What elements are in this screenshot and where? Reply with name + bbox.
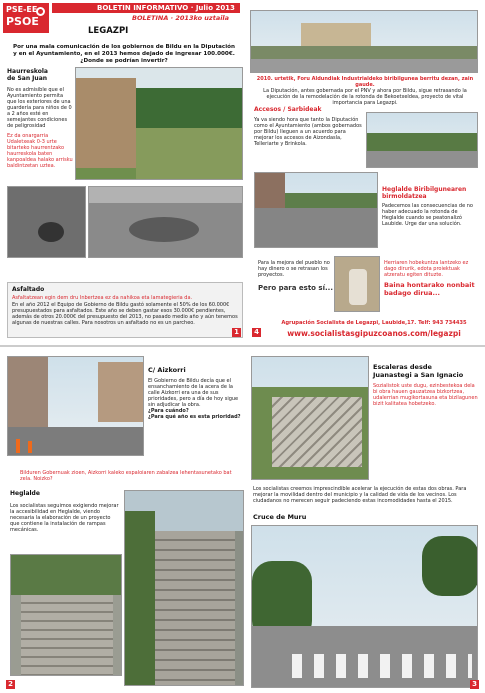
header-basque: BOLETINA · 2013ko uztaila — [132, 14, 230, 22]
footer-address: Agrupación Socialista de Legazpi, Laubide,17. Telf: 943 734435 — [281, 320, 467, 326]
asfaltado-text-es: En el año 2012 el Equipo de Gobierno de Bildu gastó solamente el 50% de los 60.000€ presupuestados para asfaltados. Este año se deben gastar esos 30.000€ pendientes, además de otros 20.000€ del presupuesto del 2013, no pasado medio año y aún tenemos algunas de nuestras calles. Para nosotros un asfaltado no es un parcheo. — [12, 302, 238, 326]
top-spread — [0, 0, 485, 345]
intro-line-2: y en el Ayuntamiento, en el 2013 hemos dejado de ingresar 100.000€. — [13, 51, 235, 57]
rose-icon — [36, 7, 45, 16]
pueblo-text-eu: Herriaren hobekuntza lantzeko ez dago dirurik, edota proiektuak atzeratu egiten dituzte. — [384, 260, 469, 278]
page-number-1: 1 — [232, 328, 241, 337]
cruce-text: Los socialistas creemos imprescindible acelerar la ejecución de estas dos obras. Para mejorar la movilidad dentro del municipio y la calidad de vida de los vecinos. Los ciudadanos no merecen seguir padeciendo estas incomodidades hasta el 2015. — [253, 486, 467, 504]
pueblo-photo — [334, 256, 380, 312]
page-number-2: 2 — [6, 680, 15, 689]
escaleras-text: Sozialistok uste dugu, ezinbestekoa dela bi obra hauen gauzatzea bizkortzea, udalerrian mugikortasuna eta bizilagunen bizit kalitatea hobetzeko. — [373, 383, 478, 407]
aizkorri-question-2: ¿Para qué año es esta prioridad? — [148, 414, 241, 420]
bulletin-date-eu: 2013ko uztaila — [175, 14, 230, 22]
escaleras-title: Escaleras desde Juanastegi a San Ignacio — [373, 363, 464, 379]
bulletin-date: Julio 2013 — [195, 4, 235, 12]
logo-bottom-text: PSOE — [6, 15, 39, 28]
ramp-photo — [10, 554, 122, 676]
rotonda-text-eu: 2010. urtetik, Foru Aldundiak Industrialdeko biribilgunea berritu dezan, zain gaude. — [256, 76, 474, 88]
haurreskola-text-eu: Ez da onargarria Udaletxeak 0-3 urte bitarteko haurrentzako haurreskola baten kanpoaldea halako arrisku baldintzetan uztea. — [7, 133, 73, 169]
town-title: LEGAZPI — [88, 26, 129, 36]
heglalde-title: Heglalde Biribilgunearen birmoldatzea — [382, 186, 467, 200]
aizkorri-photo — [7, 356, 144, 456]
bottom-spread — [0, 350, 485, 693]
aizkorri-section — [148, 366, 244, 420]
heglalde-text: Padecemos las consecuencias de no haber adecuado la rotonda de Heglalde cuando se peatonalizó Laubide. Urge dar una solución. — [382, 203, 473, 227]
pueblo-slogan-eu: Baina hontarako nonbait badago dirua... — [384, 281, 475, 297]
accesos-text: Ya va siendo hora que tanto la Diputación como el Ayuntamiento (ambos gobernados por Bildu) lleguen a un acuerdo para mejorar los accesos de Aizondasla, Telleriarte y Brinkola. — [254, 117, 362, 147]
asphalt-photo-2 — [88, 186, 243, 258]
psoe-logo — [3, 3, 49, 33]
intro — [8, 44, 240, 65]
pueblo-slogan-es: Pero para esto sí... — [258, 284, 333, 292]
intro-line-3: ¿Donde se podrían invertir? — [80, 58, 168, 64]
pueblo-section-eu — [384, 260, 478, 297]
spread-divider — [0, 345, 485, 347]
haurreskola-text-es: No es admisible que el Ayuntamiento permita que los exteriores de una guardería para niños de 0 a 2 años esté en semejantes condiciones de peligrosidad — [7, 87, 72, 129]
logo-top-text: PSE-EE — [6, 5, 38, 14]
haurreskola-title: Haurreskola de San Juan — [7, 68, 48, 82]
aizkorri-text-eu: Bilduren Gobernuak zioen, Aizkorri kaleko espaloiaren zabalzea lehentasunetako bat zela. Noizko? — [20, 470, 232, 482]
cruce-title: Cruce de Muru — [253, 513, 307, 521]
escaleras-photo — [251, 356, 369, 480]
road-photo — [250, 10, 478, 73]
pueblo-section-es — [258, 260, 334, 292]
aizkorri-question-1: ¿Para cuándo? — [148, 408, 189, 414]
aizkorri-text-es: El Gobierno de Bildu decía que el ensanchamiento de la acera de la calle Aizkorri era una de sus prioridades, pero a día de hoy sigue sin adjudicar la obra. — [148, 378, 239, 408]
asfaltado-text-eu: Asfaltatzean egin dem dru Inbertzea ez da nahikoa eta lamategieria da. — [12, 295, 193, 301]
page-number-4: 4 — [252, 328, 261, 337]
heglalde-photo — [254, 172, 378, 248]
heglalde-section — [382, 186, 478, 227]
intro-line-1: Por una mala comunicación de los gobiernos de Bildu en la Diputación — [13, 44, 235, 50]
cruce-photo — [251, 525, 478, 688]
aizkorri-title: C/ Aizkorri — [148, 366, 186, 374]
asfaltado-title: Asfaltado — [12, 286, 45, 293]
footer-website: www.socialistasgipuzcoanos.com/legazpi — [287, 329, 461, 338]
escaleras-section — [373, 364, 478, 407]
pueblo-text-es: Para la mejora del pueblo no hay dinero o se retrasan los proyectos. — [258, 260, 330, 278]
stairs-photo — [124, 490, 244, 686]
heglalde2-title: Heglalde — [10, 490, 40, 497]
rotonda-section — [252, 76, 478, 106]
haurreskola-section — [7, 68, 73, 169]
asfaltado-box — [7, 282, 243, 338]
bulletin-title-eu: BOLETINA — [132, 14, 169, 22]
accesos-title: Accesos / Sarbideak — [254, 106, 322, 113]
heglalde2-text: Los socialistas seguimos exigiendo mejorar la accesibilidad en Heglalde, viendo necesaria la elaboración de un proyecto que contiene la instalación de rampas mecánicas. — [10, 503, 119, 533]
rotonda-text-es: La Diputación, antes gobernada por el PNV y ahora por Bildu, sigue retrasando la ejecución de la remodelación de la rotonda de Bekoetxeldea, proyecto de vital importancia para Legazpi. — [263, 88, 467, 106]
page-number-3: 3 — [470, 680, 479, 689]
asphalt-photo-1 — [7, 186, 86, 258]
header-bar: BOLETIN INFORMATIVO · Julio 2013 — [52, 3, 240, 13]
bulletin-title: BOLETIN INFORMATIVO — [97, 4, 189, 12]
accesos-photo — [366, 112, 478, 168]
haurreskola-photo — [75, 67, 243, 180]
